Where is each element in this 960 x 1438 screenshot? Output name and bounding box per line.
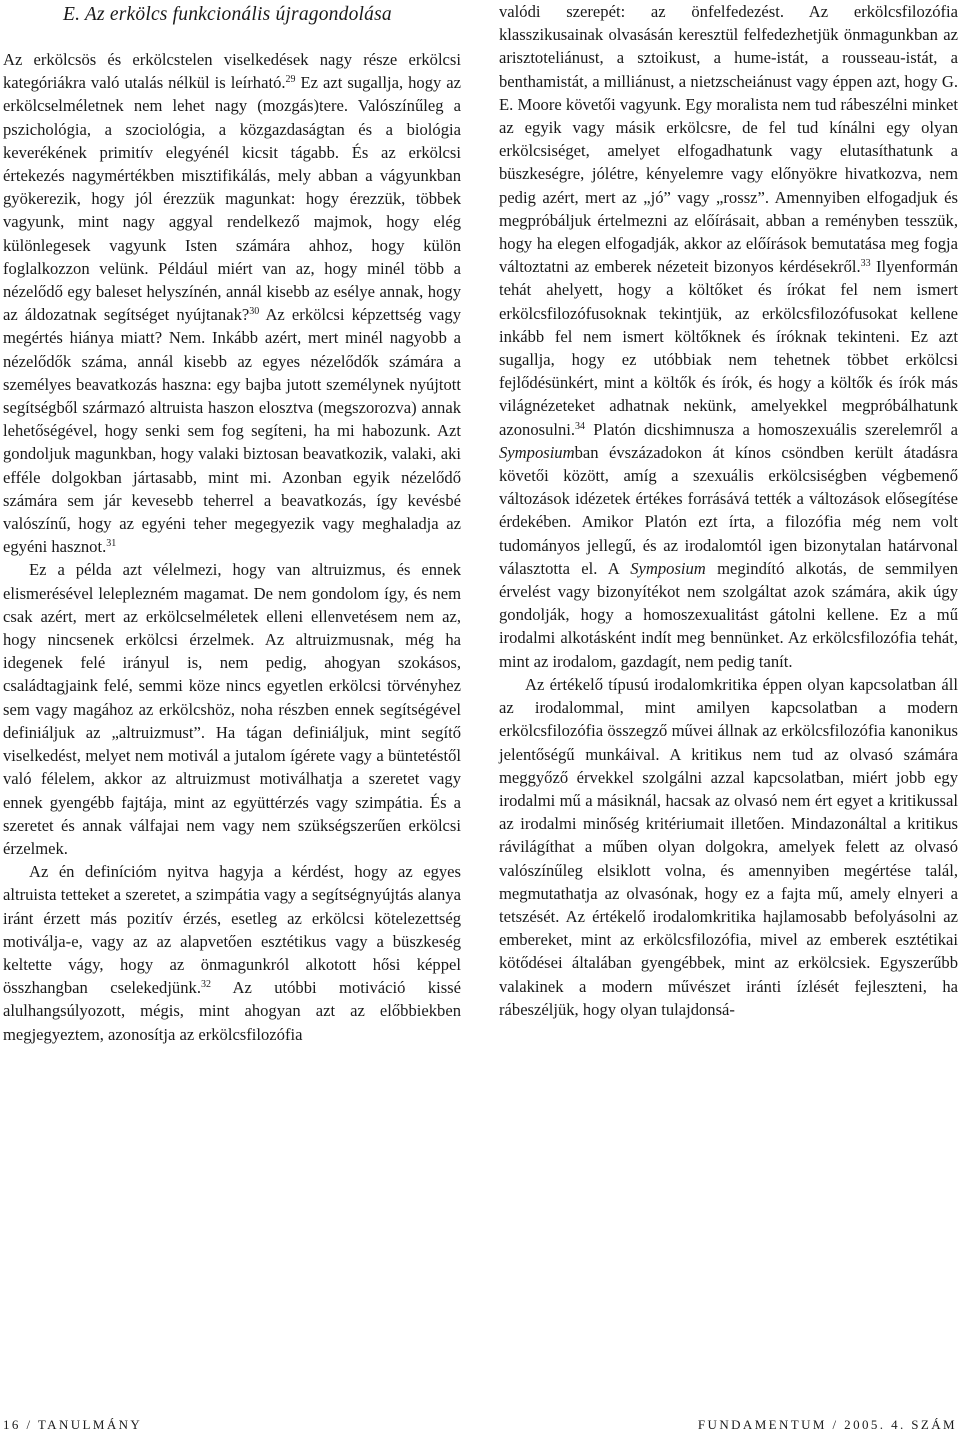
paragraph [3,48,461,558]
footnote-ref[interactable]: 31 [106,538,117,550]
paragraph: Az értékelő típusú irodalomkritika éppen olyan kapcsolatban áll az irodalommal, mint amilyen kapcsolatban a modern erkölcsfilozófia összegző művei állnak az erkölcsfilozófia kanonikus jelentőségű munkáival. A kritikus nem tud az olvasó számára meggyőző érvekkel szolgálni azzal kapcsolatban, miért jobb egy irodalmi mű a másiknál, hacsak az olvasó nem ért egyet a kritikussal az irodalmi minőség kritériumait illetően. Mindazonáltal a kritikus rávilágíthat a műben olyan dolgokra, amelyek felett az olvasó valószínűleg elsiklott volna, és amennyiben megértése talál, megmutathatja az olvasónak, hogy ez a fajta mű, amely elnyeri a tetszését. Az értékelő irodalomkritika hajlamosabb befolyásolni az embereket, mint az erkölcsfilozófia, mivel az emberek esztétikai kötődései általában gyengébbek, mint az erkölcsiek. Egyszerűbb valakinek a modern művészet iránti ízlését fejleszteni, ha rábeszéljük, hogy olyan tulajdonsá- [499,674,958,1019]
footer-page-section: 16 / TANULMÁNY [3,1417,143,1432]
paragraph [499,0,958,673]
paragraph-text: Az utóbbi motiváció kissé alulhangsúlyozott, mégis, mint ahogyan azt az előbbiekben megjegyeztem, azonosítja az erkölcsfilozófia [3,978,462,1044]
paragraph-text: megindító alkotás, de semmilyen érvelést vagy bizonyítékot nem szolgáltat azok számára, akik úgy gondolják, hogy a homoszexualitást gátolni kellene. Ez a mű irodalmi alkotásként indít meg bennünket. Az erkölcsfilozófia tehát, mint az irodalom, gazdagít, nem pedig tanít. [499,558,958,671]
footnote-ref[interactable]: 33 [860,258,871,270]
footnote-ref[interactable]: 32 [200,979,211,991]
italic-title: Symposium [499,442,575,462]
paragraph-text: Ilyenformán tehát ahelyett, hogy a költőket és írókat fel nem ismert erkölcsfilozófusoknak tekintjük, az erkölcsfilozófusokat kellene inkább fel nem ismert költőknek és íróknak tekinteni. Ez azt sugallja, hogy ez utóbbiak nem tehetnek többet erkölcsi fejlődésünkért, mint a költők és írók, és hogy a költők és írók más világnézeteket adhatnak nekünk, amelyekkel megpróbálhatunk azonosulni. [499,257,958,439]
footnote-ref[interactable]: 29 [285,74,296,86]
paragraph-text: valódi szerepét: az önfelfedezést. Az erkölcsfilozófia klasszikusainak olvasásán keresztül felfedezhetjük önmagunkban az arisztoteliánust, a sztoikust, a hume-istát, a rousseau-istát, a benthamistát, a milliánust, a nietzscheiánust vagy éppen azt, hogy G. E. Moore követői vagyunk. Egy moralista nem tud rábeszélni minket az egyik vagy másik erkölcsre, de fel tud kínálni egy olyan erkölcsiséget, amelyet elfogadhatunk vagy elutasíthatunk a büszkeségre, jólétre, kényelemre vagy előnyökre hivatkozva, nem pedig azért, mert az „jó” vagy „rossz”. Amennyiben elfogadjuk és megpróbáljuk értelmezni az előírásait, abban a reményben tesszük, hogy ha elegen elfogadják, akkor az előírások bemutatása meg fogja változtatni az emberek nézeteit bizonyos kérdésekről. [499,2,958,277]
paragraph-text: Az erkölcsös és erkölcstelen viselkedések nagy része erkölcsi kategóriákra való utalás nélkül is leírható. [3,50,461,93]
right-column [499,0,958,1021]
footnote-ref[interactable]: 30 [249,306,260,318]
paragraph-text: Ez azt sugallja, hogy az erkölcselméletnek nem lehet nagy (mozgás)tere. Valószínűleg a pszichológia, a szociológia, a közgazdaságtan és a biológia keverékének primitív elegyénél kicsit tágabb. És az erkölcsi értekezés nagymértékben misztifikálás, mely abban a vágyunkban gyökerezik, hogy jól érezzük magunkat: hogy érezzük, többek vagyunk, mint nagy aggyal rendelkező majmok, hogy elég különlegesek vagyunk Isten számára ahhoz, hogy külön foglalkozzon velünk. Például miért van az, hogy minél több a nézelődő egy baleset helyszínén, annál kisebb az esélye annak, hogy az áldozatnak segítséget nyújtanak? [3,73,462,325]
paragraph-text: ban évszázadokon át kínos csöndben került átadásra követői között, amíg a szexuális erkölcsiségben végbemenő változások idézetek értékes forrásává tették a változások elősegítése érdekében. Amikor Platón ezt írta, a filozófia még nem volt tudományos jellegű, és az irodalomtól igen bizonytalan határvonal választotta el. A [499,442,958,578]
paragraph-text: Az erkölcsi képzettség vagy megértés hiánya miatt? Nem. Inkább azért, mert minél nagyobb a nézelődők száma, annál kisebb az egyes nézelődők számára a személyes beavatkozás haszna: egy bajba jutott személynek nyújtott segítségből származó altruista haszon elosztva (megszorozva) annak lehetőségével, hogy senki sem fog segíteni, ha mi habozunk. Azt gondoljuk magunkban, hogy valaki biztosan beavatkozik, valaki, aki efféle dolgokban jártasabb, mint mi. Azonban egyik nézelődő számára sem jár kevesebb teherrel a beavatkozás, így kevésbé valószínű, hogy az egyéni teher megegyezik vagy meghaladja az egyéni hasznot. [3,305,462,557]
italic-title: Symposium [630,558,706,578]
paragraph: Ez a példa azt vélelmezi, hogy van altruizmus, és ennek elismerésével leleplezném magamat. De nem gondolom így, és nem csak azért, mert az erkölcselméletek elleni ellenvetésem nem az, hogy nincsenek erkölcsi érzelmek. Az altruizmusnak, még ha idegenek felé irányul is, nem pedig, ahogyan szokásos, családtagjaink felé, semmi köze nincs egyetlen erkölcsi törvényhez sem vagy magához az erkölcshöz, noha részben ennek segítségével definiáljuk az „altruizmust”. Ha tágan definiáljuk, mint segítő viselkedést, melyet nem motivál a jutalom ígérete vagy a büntetéstől való félelem, akkor az altruizmust motiválhatja a szeretet vagy ennek gyengébb fajtája, mint az együttérzés vagy szimpátia. És a szeretet és annak válfajai nem vagy nem szükségszerűen erkölcsi érzelmek. [3,560,461,858]
footnote-ref[interactable]: 34 [575,420,586,432]
footer-journal-issue: FUNDAMENTUM / 2005. 4. SZÁM [697,1417,957,1432]
paragraph-text: Platón dicshimnusza a homoszexuális szerelemről a [585,419,958,439]
paragraph [3,860,461,1046]
paragraph-text: Az én definícióm nyitva hagyja a kérdést, hogy az egyes altruista tetteket a szeretet, a szimpátia vagy a segítségnyújtás alanya iránt érzett más pozitív érzés, esetleg az erkölcsi kötelezettség motiválja-e, vagy az az alapvetően esztétikus vagy a büszkeség keltette vágy, hogy az önmagunkról alkotott hősi képpel összhangban cselekedjünk. [3,862,461,998]
left-column [3,48,461,1046]
section-title: E. Az erkölcs funkcionális újragondolása [63,4,392,25]
